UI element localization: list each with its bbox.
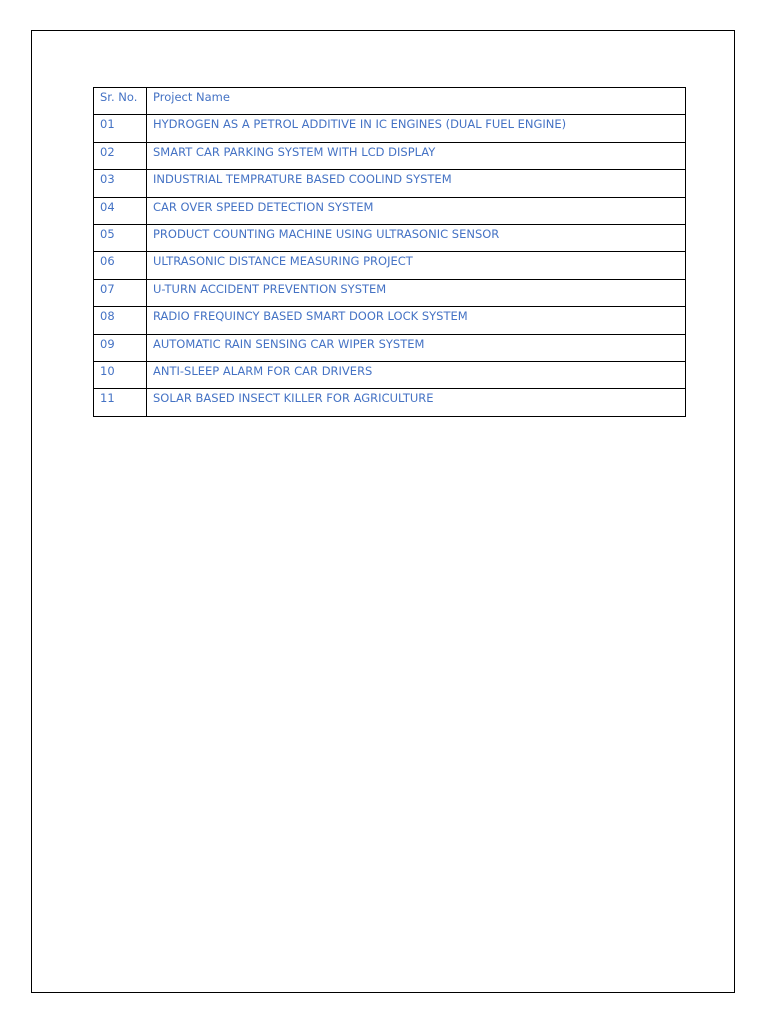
row-sr-no: 03: [94, 170, 147, 197]
row-project-name: CAR OVER SPEED DETECTION SYSTEM: [147, 197, 686, 224]
row-project-name: AUTOMATIC RAIN SENSING CAR WIPER SYSTEM: [147, 334, 686, 361]
header-project-name: Project Name: [147, 88, 686, 115]
table-row: [94, 197, 686, 224]
row-sr-no: 01: [94, 115, 147, 142]
table-row: [94, 142, 686, 169]
row-sr-no: 04: [94, 197, 147, 224]
row-sr-no: 11: [94, 389, 147, 416]
table-row: [94, 361, 686, 388]
table-row: [94, 252, 686, 279]
table-row: [94, 224, 686, 251]
row-project-name: RADIO FREQUINCY BASED SMART DOOR LOCK SYSTEM: [147, 307, 686, 334]
project-table: [93, 87, 686, 417]
row-sr-no: 02: [94, 142, 147, 169]
row-sr-no: 10: [94, 361, 147, 388]
table-row: [94, 334, 686, 361]
row-project-name: SOLAR BASED INSECT KILLER FOR AGRICULTURE: [147, 389, 686, 416]
table-header-row: [94, 88, 686, 115]
row-project-name: SMART CAR PARKING SYSTEM WITH LCD DISPLAY: [147, 142, 686, 169]
row-sr-no: 07: [94, 279, 147, 306]
header-sr-no: Sr. No.: [94, 88, 147, 115]
document-page: [31, 30, 735, 993]
row-sr-no: 08: [94, 307, 147, 334]
row-project-name: ULTRASONIC DISTANCE MEASURING PROJECT: [147, 252, 686, 279]
table-row: [94, 279, 686, 306]
row-project-name: PRODUCT COUNTING MACHINE USING ULTRASONIC SENSOR: [147, 224, 686, 251]
table-row: [94, 115, 686, 142]
row-sr-no: 06: [94, 252, 147, 279]
row-project-name: ANTI-SLEEP ALARM FOR CAR DRIVERS: [147, 361, 686, 388]
table-row: [94, 170, 686, 197]
row-project-name: INDUSTRIAL TEMPRATURE BASED COOLIND SYSTEM: [147, 170, 686, 197]
row-project-name: HYDROGEN AS A PETROL ADDITIVE IN IC ENGINES (DUAL FUEL ENGINE): [147, 115, 686, 142]
row-sr-no: 09: [94, 334, 147, 361]
row-sr-no: 05: [94, 224, 147, 251]
table-row: [94, 307, 686, 334]
row-project-name: U-TURN ACCIDENT PREVENTION SYSTEM: [147, 279, 686, 306]
table-row: [94, 389, 686, 416]
